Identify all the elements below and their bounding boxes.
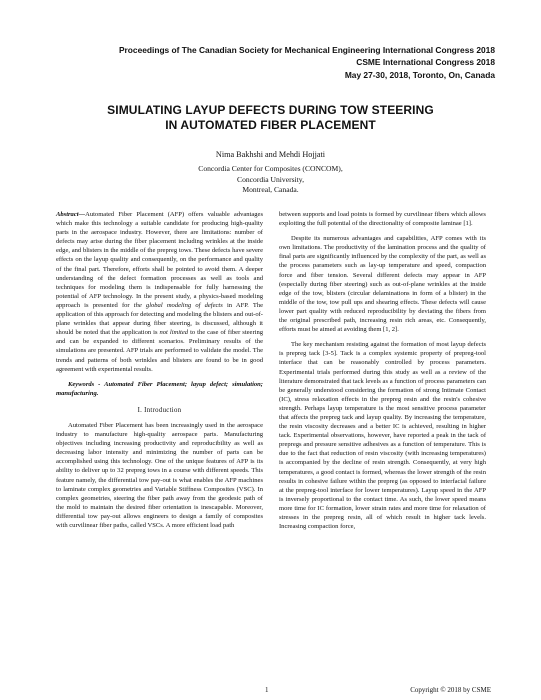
congress-name: CSME International Congress 2018 (356, 57, 495, 68)
abstract-text-c: to the case of fiber steering and can be expanded to different scenarios. Preliminary results of the simulations are presented. AFP trials are performed to validate the model. The trends and patterns of both wrinkles and blisters are found to be in good agreement with experimental results. (56, 329, 263, 373)
abstract (56, 210, 263, 374)
author-block (60, 150, 481, 195)
right-paragraph-3: The key mechanism resisting against the formation of most layup defects is prepreg tack [3-5]. Tack is a complex systemic property of prepreg-tool interface that can be reasonably controlled by process parameters. Experimental trials performed during this study as well as a review of the literature demonstrated that tack levels as a function of process parameters can be generally understood considering the formation of strong Intimate Contact (IC), stress relaxation effects in the prepreg resin and the resin's cohesive strength. Perhaps layup temperature is the most sensitive process parameter that affects the prepreg tack and layup quality. By increasing the temperature, the resin viscosity decreases and a better IC is achieved, resulting in higher tack. Experimental observations, however, have reported a peak in the tack of prepregs and pressure sensitive adhesives as a function of temperature. This is due to the fact that reduction of resin viscosity (with increasing temperatures) is accompanied by the decline of resin strength. Consequently, at very high temperatures, a good contact is formed, whereas the lower strength of the resin results in cohesive failure within the prepreg (as opposed to interfacial failure at the prepreg-tool interface for lower temperatures). Layup speed in the AFP is inversely proportional to the contact time. As such, the lower speed means more time for IC formation, lower strain rates and more time for relaxation of stresses in the prepreg resin, all of which result in higher tack levels. Increasing compaction force, (279, 341, 486, 531)
right-paragraph-2: Despite its numerous advantages and capabilities, AFP comes with its own limitations. The productivity of the lamination process and the quality of final parts are significantly influenced by the complexity of the part, as well as the process parameters such as lay-up temperature and speed, compaction force and fiber tension. Several different defects may appear in AFP (especially during fiber steering) such as out-of-plane wrinkles at the inside edge of the tow, blisters (circular delaminations in form of a blister) in the middle of the tow, tow pull ups and shearing effects. These defects will cause lower part quality with reduced reproducibility by deviating the fibers from the original prescribed path, increasing resin rich areas, etc. Consequently, efforts must be aimed at avoiding them [1, 2]. (279, 235, 486, 334)
keywords (56, 380, 263, 398)
keywords-text: Keywords - Automated Fiber Placement; layup defect; simulation; manufacturing. (56, 380, 263, 397)
author-names: Nima Bakhshi and Mehdi Hojjati (215, 150, 326, 159)
abstract-italic-2: not limited (159, 329, 189, 337)
abstract-text-b: in AFP. The application of this approach for detecting and modeling the blisters and out-of-plane wrinkles that appear during fiber steering, is discussed, although it should be noted that the application is (56, 301, 263, 337)
conference-dates: May 27-30, 2018, Toronto, On, Canada (344, 69, 495, 80)
affiliation-2: Concordia University, (237, 174, 304, 184)
copyright-notice: Copyright © 2018 by CSME (410, 686, 491, 694)
abstract-label: Abstract— (56, 211, 86, 218)
section-heading-introduction: I. Introduction (137, 406, 182, 414)
abstract-italic-1: the global modeling of defects (133, 301, 223, 309)
left-column (56, 210, 263, 536)
right-paragraph-1: between supports and load points is formed by curvilinear fibers which allows exploiting the full potential of the directionality of composite laminae [1]. (279, 211, 486, 228)
conference-name: Proceedings of The Canadian Society for Mechanical Engineering International Congress 2018 (118, 45, 495, 55)
title-line-1: SIMULATING LAYUP DEFECTS DURING TOW STEERING (107, 103, 434, 117)
abstract-text-a: Automated Fiber Placement (AFP) offers valuable advantages which make this technology a suitable candidate for producing high-quality parts in the aerospace industry. However, there are limitations: number of defects may arise during the fiber placement including wrinkles at the inside edge, and blisters in the middle of the prepreg tows. These defects have severe effects on the layup quality and consequently, on the performance and quality of the final part. Therefore, efforts shall be pointed to avoid them. A deeper understanding of the defect formation processes as well as tools and techniques for modeling them is indispensable for fully harnessing the potential of AFP technology. In the present study, a physics-based modeling approach is presented for (56, 211, 263, 309)
page-number: 1 (265, 686, 269, 694)
paper-title (60, 103, 481, 133)
affiliation-1: Concordia Center for Composites (CONCOM), (198, 164, 343, 174)
intro-paragraph: Automated Fiber Placement has been increasingly used in the aerospace industry to manufacture high-quality aerospace parts. Manufacturing objectives including increasing productivity and reproducibility as well as decreasing labor intensity and minimizing the number of parts can be accomplished using this technology. One of the unique features of AFP is its ability to deliver up to 32 prepreg tows in a course with different speeds. This feature namely, the differential tow pay-out is what enables the AFP machines to laminate complex geometries and Variable Stiffness Composites (VSC). In complex geometries, steering the fiber path away from the geodesic path of the mold to maintain the desired fiber orientation is inescapable. Moreover, differential tow pay-out allows engineers to design a family of composites with curvilinear fiber paths, called VSCs. A more efficient load path (56, 421, 263, 529)
affiliation-3: Montreal, Canada. (242, 184, 299, 194)
right-column (279, 210, 486, 537)
title-line-2: IN AUTOMATED FIBER PLACEMENT (165, 118, 376, 132)
conference-header (35, 44, 495, 81)
